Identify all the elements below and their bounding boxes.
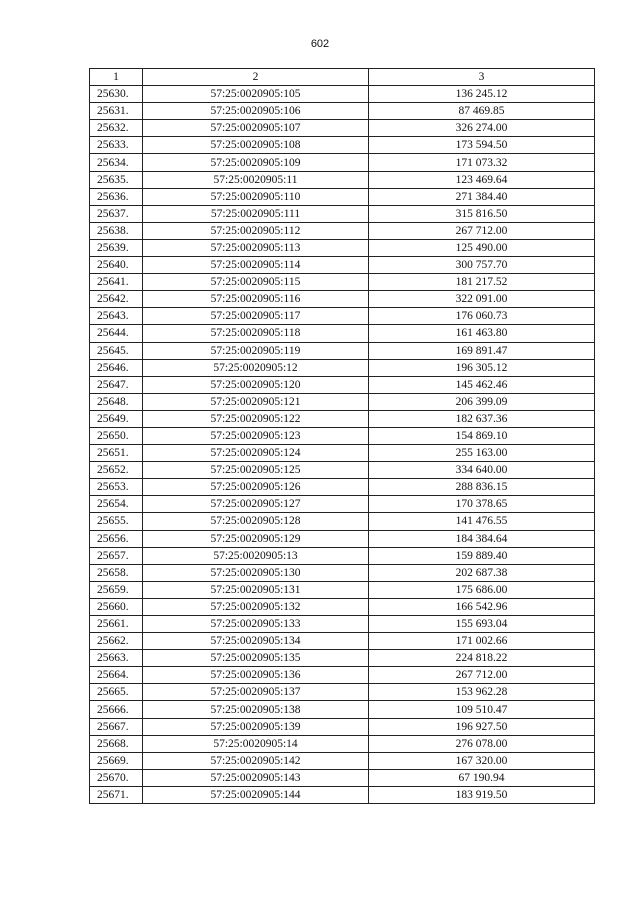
table-row (90, 769, 595, 786)
cadastral-number-cell: 57:25:0020905:13 (143, 547, 369, 564)
table-row (90, 530, 595, 547)
cadastral-number-cell: 57:25:0020905:137 (143, 684, 369, 701)
cadastral-value-cell: 123 469.64 (369, 171, 595, 188)
row-number-cell: 25638. (90, 222, 143, 239)
table-row (90, 667, 595, 684)
row-number-cell: 25661. (90, 616, 143, 633)
row-number-cell: 25633. (90, 137, 143, 154)
column-header-3: 3 (369, 69, 595, 86)
cadastral-number-cell: 57:25:0020905:134 (143, 633, 369, 650)
cadastral-value-cell: 196 927.50 (369, 718, 595, 735)
table-row (90, 684, 595, 701)
table-row (90, 86, 595, 103)
cadastral-value-cell: 267 712.00 (369, 222, 595, 239)
cadastral-number-cell: 57:25:0020905:144 (143, 786, 369, 803)
cadastral-number-cell: 57:25:0020905:138 (143, 701, 369, 718)
table-row (90, 701, 595, 718)
row-number-cell: 25659. (90, 581, 143, 598)
table-row (90, 103, 595, 120)
row-number-cell: 25654. (90, 496, 143, 513)
cadastral-value-cell: 171 002.66 (369, 633, 595, 650)
cadastral-number-cell: 57:25:0020905:130 (143, 564, 369, 581)
cadastral-number-cell: 57:25:0020905:113 (143, 239, 369, 256)
row-number-cell: 25653. (90, 479, 143, 496)
row-number-cell: 25660. (90, 598, 143, 615)
cadastral-value-cell: 315 816.50 (369, 205, 595, 222)
cadastral-value-cell: 182 637.36 (369, 410, 595, 427)
row-number-cell: 25662. (90, 633, 143, 650)
row-number-cell: 25644. (90, 325, 143, 342)
table-row (90, 581, 595, 598)
table-row (90, 291, 595, 308)
table-row (90, 137, 595, 154)
row-number-cell: 25652. (90, 462, 143, 479)
cadastral-number-cell: 57:25:0020905:118 (143, 325, 369, 342)
cadastral-number-cell: 57:25:0020905:115 (143, 274, 369, 291)
cadastral-value-cell: 136 245.12 (369, 86, 595, 103)
cadastral-value-cell: 276 078.00 (369, 735, 595, 752)
cadastral-number-cell: 57:25:0020905:117 (143, 308, 369, 325)
cadastral-value-cell: 170 378.65 (369, 496, 595, 513)
row-number-cell: 25642. (90, 291, 143, 308)
table-row (90, 752, 595, 769)
table-row (90, 342, 595, 359)
row-number-cell: 25649. (90, 410, 143, 427)
cadastral-value-cell: 176 060.73 (369, 308, 595, 325)
row-number-cell: 25634. (90, 154, 143, 171)
table-row (90, 462, 595, 479)
row-number-cell: 25668. (90, 735, 143, 752)
cadastral-value-cell: 109 510.47 (369, 701, 595, 718)
cadastral-number-cell: 57:25:0020905:11 (143, 171, 369, 188)
cadastral-value-cell: 155 693.04 (369, 616, 595, 633)
cadastral-value-cell: 87 469.85 (369, 103, 595, 120)
row-number-cell: 25666. (90, 701, 143, 718)
cadastral-value-cell: 171 073.32 (369, 154, 595, 171)
cadastral-number-cell: 57:25:0020905:120 (143, 376, 369, 393)
row-number-cell: 25645. (90, 342, 143, 359)
cadastral-number-cell: 57:25:0020905:106 (143, 103, 369, 120)
cadastral-number-cell: 57:25:0020905:12 (143, 359, 369, 376)
cadastral-number-cell: 57:25:0020905:122 (143, 410, 369, 427)
row-number-cell: 25636. (90, 188, 143, 205)
table-row (90, 376, 595, 393)
cadastral-number-cell: 57:25:0020905:127 (143, 496, 369, 513)
table-row (90, 325, 595, 342)
cadastral-value-cell: 202 687.38 (369, 564, 595, 581)
cadastral-value-cell: 175 686.00 (369, 581, 595, 598)
cadastral-number-cell: 57:25:0020905:124 (143, 445, 369, 462)
table-row (90, 735, 595, 752)
row-number-cell: 25651. (90, 445, 143, 462)
row-number-cell: 25643. (90, 308, 143, 325)
cadastral-number-cell: 57:25:0020905:133 (143, 616, 369, 633)
table-row (90, 445, 595, 462)
table-row (90, 393, 595, 410)
cadastral-value-cell: 206 399.09 (369, 393, 595, 410)
cadastral-value-cell: 169 891.47 (369, 342, 595, 359)
row-number-cell: 25632. (90, 120, 143, 137)
cadastral-number-cell: 57:25:0020905:109 (143, 154, 369, 171)
cadastral-number-cell: 57:25:0020905:107 (143, 120, 369, 137)
cadastral-number-cell: 57:25:0020905:111 (143, 205, 369, 222)
cadastral-value-cell: 159 889.40 (369, 547, 595, 564)
row-number-cell: 25641. (90, 274, 143, 291)
cadastral-value-cell: 196 305.12 (369, 359, 595, 376)
cadastral-value-cell: 153 962.28 (369, 684, 595, 701)
cadastral-value-cell: 154 869.10 (369, 427, 595, 444)
table-row (90, 496, 595, 513)
cadastral-value-cell: 145 462.46 (369, 376, 595, 393)
table-row (90, 222, 595, 239)
cadastral-number-cell: 57:25:0020905:139 (143, 718, 369, 735)
cadastral-number-cell: 57:25:0020905:125 (143, 462, 369, 479)
cadastral-value-cell: 166 542.96 (369, 598, 595, 615)
row-number-cell: 25631. (90, 103, 143, 120)
table-row (90, 274, 595, 291)
cadastral-value-cell: 322 091.00 (369, 291, 595, 308)
row-number-cell: 25630. (90, 86, 143, 103)
cadastral-number-cell: 57:25:0020905:126 (143, 479, 369, 496)
cadastral-value-cell: 288 836.15 (369, 479, 595, 496)
row-number-cell: 25637. (90, 205, 143, 222)
table-row (90, 616, 595, 633)
row-number-cell: 25671. (90, 786, 143, 803)
cadastral-value-cell: 334 640.00 (369, 462, 595, 479)
row-number-cell: 25669. (90, 752, 143, 769)
row-number-cell: 25670. (90, 769, 143, 786)
row-number-cell: 25658. (90, 564, 143, 581)
table-row (90, 633, 595, 650)
table-row (90, 410, 595, 427)
row-number-cell: 25663. (90, 650, 143, 667)
row-number-cell: 25647. (90, 376, 143, 393)
cadastral-value-cell: 173 594.50 (369, 137, 595, 154)
column-header-1: 1 (90, 69, 143, 86)
column-header-2: 2 (143, 69, 369, 86)
cadastral-number-cell: 57:25:0020905:129 (143, 530, 369, 547)
cadastral-number-cell: 57:25:0020905:110 (143, 188, 369, 205)
cadastral-value-cell: 161 463.80 (369, 325, 595, 342)
table-row (90, 359, 595, 376)
cadastral-value-cell: 267 712.00 (369, 667, 595, 684)
cadastral-number-cell: 57:25:0020905:119 (143, 342, 369, 359)
cadastral-number-cell: 57:25:0020905:112 (143, 222, 369, 239)
table-row (90, 547, 595, 564)
row-number-cell: 25648. (90, 393, 143, 410)
table-row (90, 239, 595, 256)
table-row (90, 205, 595, 222)
cadastral-value-cell: 300 757.70 (369, 257, 595, 274)
cadastral-value-cell: 271 384.40 (369, 188, 595, 205)
row-number-cell: 25635. (90, 171, 143, 188)
cadastral-number-cell: 57:25:0020905:114 (143, 257, 369, 274)
cadastral-number-cell: 57:25:0020905:142 (143, 752, 369, 769)
cadastral-value-cell: 181 217.52 (369, 274, 595, 291)
table-row (90, 188, 595, 205)
row-number-cell: 25657. (90, 547, 143, 564)
cadastral-number-cell: 57:25:0020905:136 (143, 667, 369, 684)
table-row (90, 718, 595, 735)
table-row (90, 786, 595, 803)
row-number-cell: 25640. (90, 257, 143, 274)
table-row (90, 120, 595, 137)
cadastral-value-cell: 167 320.00 (369, 752, 595, 769)
table-row (90, 598, 595, 615)
table-row (90, 513, 595, 530)
table-header-row (90, 69, 595, 86)
row-number-cell: 25664. (90, 667, 143, 684)
table-row (90, 564, 595, 581)
cadastral-value-cell: 255 163.00 (369, 445, 595, 462)
cadastral-value-cell: 184 384.64 (369, 530, 595, 547)
cadastral-value-cell: 326 274.00 (369, 120, 595, 137)
cadastral-value-cell: 224 818.22 (369, 650, 595, 667)
cadastral-number-cell: 57:25:0020905:14 (143, 735, 369, 752)
cadastral-number-cell: 57:25:0020905:131 (143, 581, 369, 598)
row-number-cell: 25655. (90, 513, 143, 530)
table-row (90, 308, 595, 325)
cadastral-value-cell: 125 490.00 (369, 239, 595, 256)
cadastral-value-cell: 141 476.55 (369, 513, 595, 530)
cadastral-value-table (89, 68, 595, 804)
cadastral-number-cell: 57:25:0020905:108 (143, 137, 369, 154)
row-number-cell: 25646. (90, 359, 143, 376)
table-row (90, 257, 595, 274)
cadastral-value-cell: 183 919.50 (369, 786, 595, 803)
table-body (90, 69, 595, 804)
page-number: 602 (310, 38, 330, 50)
cadastral-number-cell: 57:25:0020905:123 (143, 427, 369, 444)
table-row (90, 427, 595, 444)
cadastral-number-cell: 57:25:0020905:143 (143, 769, 369, 786)
table-row (90, 154, 595, 171)
cadastral-number-cell: 57:25:0020905:116 (143, 291, 369, 308)
table-row (90, 479, 595, 496)
row-number-cell: 25656. (90, 530, 143, 547)
table-row (90, 171, 595, 188)
table-row (90, 650, 595, 667)
row-number-cell: 25639. (90, 239, 143, 256)
cadastral-number-cell: 57:25:0020905:121 (143, 393, 369, 410)
row-number-cell: 25650. (90, 427, 143, 444)
cadastral-number-cell: 57:25:0020905:132 (143, 598, 369, 615)
row-number-cell: 25665. (90, 684, 143, 701)
cadastral-number-cell: 57:25:0020905:135 (143, 650, 369, 667)
cadastral-number-cell: 57:25:0020905:128 (143, 513, 369, 530)
cadastral-number-cell: 57:25:0020905:105 (143, 86, 369, 103)
row-number-cell: 25667. (90, 718, 143, 735)
cadastral-value-cell: 67 190.94 (369, 769, 595, 786)
